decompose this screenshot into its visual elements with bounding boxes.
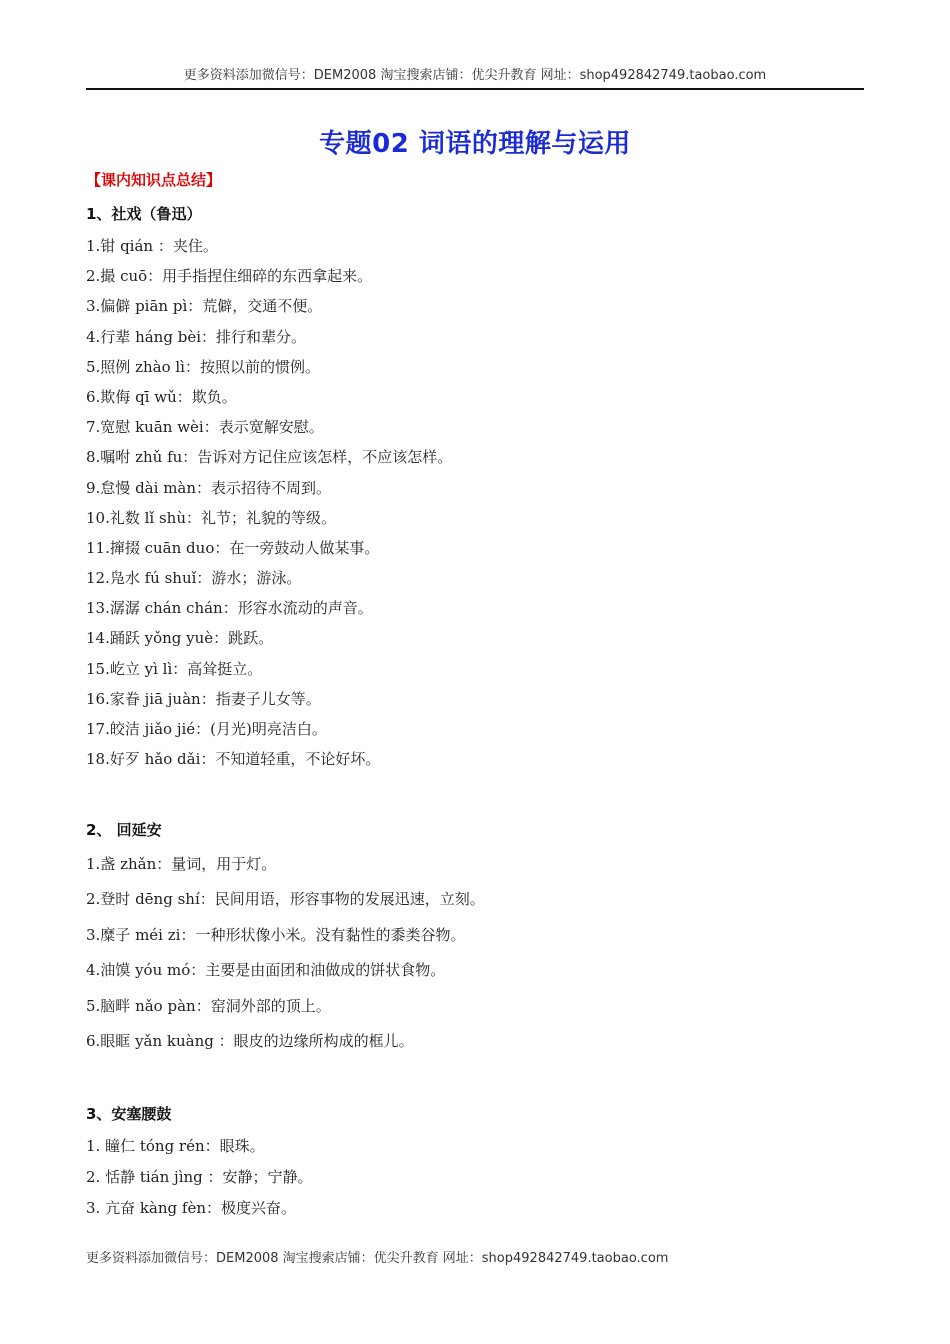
- list-item: 13.潺潺 chán chán：形容水流动的声音。: [86, 599, 373, 618]
- list-item: 4.行辈 háng bèi：排行和辈分。: [86, 327, 306, 346]
- list-item: 16.家眷 jiā juàn：指妻子儿女等。: [86, 689, 321, 708]
- page-footer: 更多资料添加微信号：DEM2008 淘宝搜索店铺：优尖升教育 网址：shop492842749.taobao.com: [86, 1251, 669, 1266]
- list-item: 1.钳 qián ：夹住。: [86, 237, 218, 255]
- list-item: 9.怠慢 dài màn：表示招待不周到。: [86, 478, 332, 497]
- list-item: 2. 恬静 tián jìng ：安静；宁静。: [86, 1168, 313, 1186]
- section-heading-1: 1、社戏（鲁迅）: [86, 205, 202, 223]
- section-heading-3: 3、安塞腰鼓: [86, 1105, 172, 1123]
- list-item: 6.眼眶 yǎn kuàng ：眼皮的边缘所构成的框儿。: [86, 1031, 414, 1050]
- list-item: 3. 亢奋 kàng fèn：极度兴奋。: [86, 1199, 297, 1217]
- list-item: 18.好歹 hǎo dǎi：不知道轻重，不论好坏。: [86, 750, 381, 769]
- list-item: 6.欺侮 qī wǔ：欺负。: [86, 387, 237, 406]
- section-heading-2: 2、 回延安: [86, 821, 162, 839]
- vocab-list-2: [86, 853, 485, 1065]
- list-item: 15.屹立 yì lì：高耸挺立。: [86, 659, 263, 678]
- list-item: 3.糜子 méi zi：一种形状像小米。没有黏性的黍类谷物。: [86, 925, 466, 944]
- list-item: 1.盏 zhǎn：量词，用于灯。: [86, 855, 277, 873]
- page-title: 专题02 词语的理解与运用: [319, 129, 631, 159]
- list-item: 1. 瞳仁 tóng rén：眼珠。: [86, 1137, 265, 1155]
- vocab-list-3: [86, 1135, 313, 1228]
- list-item: 3.偏僻 piān pì：荒僻，交通不便。: [86, 297, 323, 316]
- list-item: 5.照例 zhào lì：按照以前的惯例。: [86, 357, 320, 376]
- list-item: 4.油馍 yóu mó：主要是由面团和油做成的饼状食物。: [86, 961, 446, 980]
- list-item: 8.嘱咐 zhǔ fu：告诉对方记住应该怎样，不应该怎样。: [86, 448, 453, 467]
- vocab-list-1: [86, 235, 452, 778]
- summary-label: 【课内知识点总结】: [86, 171, 222, 189]
- list-item: 10.礼数 lǐ shù：礼节；礼貌的等级。: [86, 508, 337, 527]
- list-item: 2.登时 dēng shí：民间用语，形容事物的发展迅速，立刻。: [86, 890, 485, 909]
- list-item: 5.脑畔 nǎo pàn：窑洞外部的顶上。: [86, 996, 331, 1015]
- page-header: 更多资料添加微信号：DEM2008 淘宝搜索店铺：优尖升教育 网址：shop492842749.taobao.com: [86, 66, 864, 90]
- list-item: 12.凫水 fú shuǐ：游水；游泳。: [86, 569, 302, 588]
- list-item: 7.宽慰 kuān wèi：表示宽解安慰。: [86, 418, 324, 437]
- list-item: 14.踊跃 yǒng yuè：跳跃。: [86, 629, 274, 648]
- list-item: 11.撺掇 cuān duo：在一旁鼓动人做某事。: [86, 538, 380, 557]
- list-item: 17.皎洁 jiǎo jié：(月光)明亮洁白。: [86, 720, 327, 738]
- list-item: 2.撮 cuō：用手指捏住细碎的东西拿起来。: [86, 267, 373, 286]
